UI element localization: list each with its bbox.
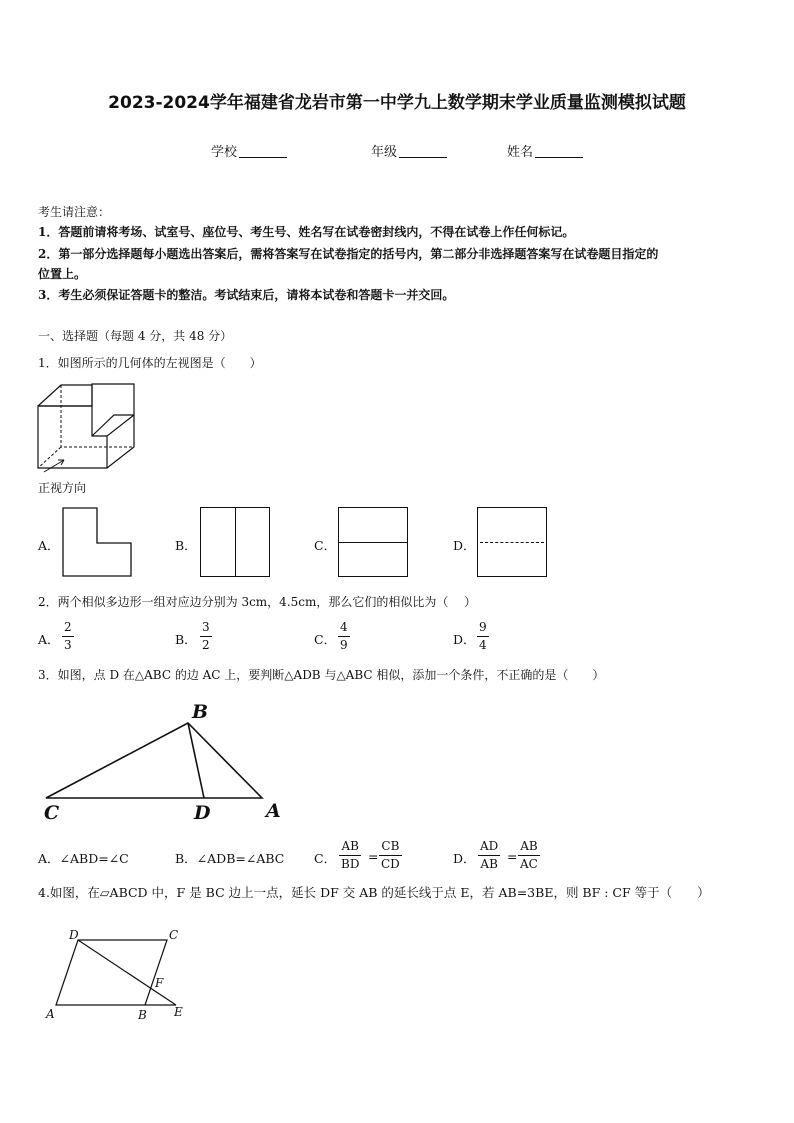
school-label: 学校 <box>211 145 238 160</box>
q3-option-c-fraction-1[interactable]: $\frac{AB}{BD}$ <box>341 839 360 871</box>
q2-option-a-label: A． <box>38 632 60 647</box>
q1-option-a-label: A． <box>38 538 60 553</box>
point-a: A <box>266 800 281 822</box>
solid-figure <box>34 380 144 475</box>
point-c: C <box>169 928 179 942</box>
notice-heading: 考生请注意： <box>38 205 111 219</box>
q3-option-b[interactable]: B．∠ADB=∠ABC <box>175 851 285 866</box>
vertical-line <box>235 508 236 576</box>
question-3-stem: 3．如图，点 D 在△ABC 的边 AC 上，要判断△ADB 与△ABC 相似，添加一个条件，不正确的是（ ） <box>38 668 605 682</box>
point-a: A <box>46 1007 55 1021</box>
point-b: B <box>192 701 209 723</box>
q3-option-d-label: D． <box>453 851 476 866</box>
q2-option-d-label: D． <box>453 632 476 647</box>
question-1-stem: 1．如图所示的几何体的左视图是（ ） <box>38 356 262 370</box>
q2-option-c-fraction[interactable]: $\frac{4}{9}$ <box>340 620 348 652</box>
notice-item-2: 2．第一部分选择题每小题选出答案后，需将答案写在试卷指定的括号内，第二部分非选择题答案写在试卷题目指定的 <box>38 247 659 261</box>
q1-option-d-label: D． <box>453 538 476 553</box>
q3-option-c-fraction-2[interactable]: $\frac{CB}{CD}$ <box>381 839 400 871</box>
question-2-stem: 2．两个相似多边形一组对应边分别为 3cm，4.5cm，那么它们的相似比为（ ） <box>38 595 477 609</box>
name-field <box>507 141 583 160</box>
q2-option-b-fraction[interactable]: $\frac{3}{2}$ <box>202 620 210 652</box>
notice-item-2-cont: 位置上。 <box>38 267 87 281</box>
q2-option-c-label: C． <box>314 632 337 647</box>
q1-option-a-figure[interactable] <box>62 507 133 578</box>
q1-option-b-label: B． <box>175 538 197 553</box>
question-4-stem: 4.如图，在▱ABCD 中，F 是 BC 边上一点，延长 DF 交 AB 的延长线于点 E，若 AB=3BE，则 BF : CF 等于（ ） <box>38 885 710 900</box>
parallelogram-figure <box>40 922 200 1026</box>
section-heading: 一、选择题（每题 4 分，共 48 分） <box>38 329 233 343</box>
point-c: C <box>44 802 60 824</box>
point-d: D <box>69 928 79 942</box>
equals-sign: = <box>507 849 518 864</box>
name-label: 姓名 <box>507 145 534 160</box>
notice-item-3: 3．考生必须保证答题卡的整洁。考试结束后，请将本试卷和答题卡一并交回。 <box>38 288 455 302</box>
q2-option-d-fraction[interactable]: $\frac{9}{4}$ <box>479 620 487 652</box>
equals-sign: = <box>368 849 379 864</box>
school-blank <box>239 145 287 158</box>
q2-option-b-label: B． <box>175 632 197 647</box>
grade-field <box>371 141 447 160</box>
point-e: E <box>174 1005 183 1019</box>
q3-option-c-label: C． <box>314 851 337 866</box>
page-title: 2023-2024学年福建省龙岩市第一中学九上数学期末学业质量监测模拟试题 <box>108 93 686 113</box>
q1-option-d-figure[interactable] <box>477 507 547 577</box>
point-d: D <box>194 802 211 824</box>
point-b: B <box>138 1008 147 1022</box>
horizontal-line <box>339 542 407 543</box>
triangle-figure <box>36 694 296 826</box>
q2-option-a-fraction[interactable]: $\frac{2}{3}$ <box>64 620 72 652</box>
grade-label: 年级 <box>371 145 398 160</box>
view-direction-label: 正视方向 <box>38 481 87 495</box>
point-f: F <box>155 976 164 990</box>
q1-option-b-figure[interactable] <box>200 507 270 577</box>
q3-option-d-fraction-1[interactable]: $\frac{AD}{AB}$ <box>480 839 499 871</box>
q1-option-c-figure[interactable] <box>338 507 408 577</box>
q3-option-a[interactable]: A．∠ABD=∠C <box>38 851 129 866</box>
dashed-line <box>480 542 544 543</box>
q3-option-d-fraction-2[interactable]: $\frac{AB}{AC}$ <box>520 839 538 871</box>
grade-blank <box>399 145 447 158</box>
q1-option-c-label: C． <box>314 538 337 553</box>
name-blank <box>535 145 583 158</box>
school-field <box>211 141 287 160</box>
notice-item-1: 1．答题前请将考场、试室号、座位号、考生号、姓名写在试卷密封线内，不得在试卷上作任何标记。 <box>38 225 575 239</box>
